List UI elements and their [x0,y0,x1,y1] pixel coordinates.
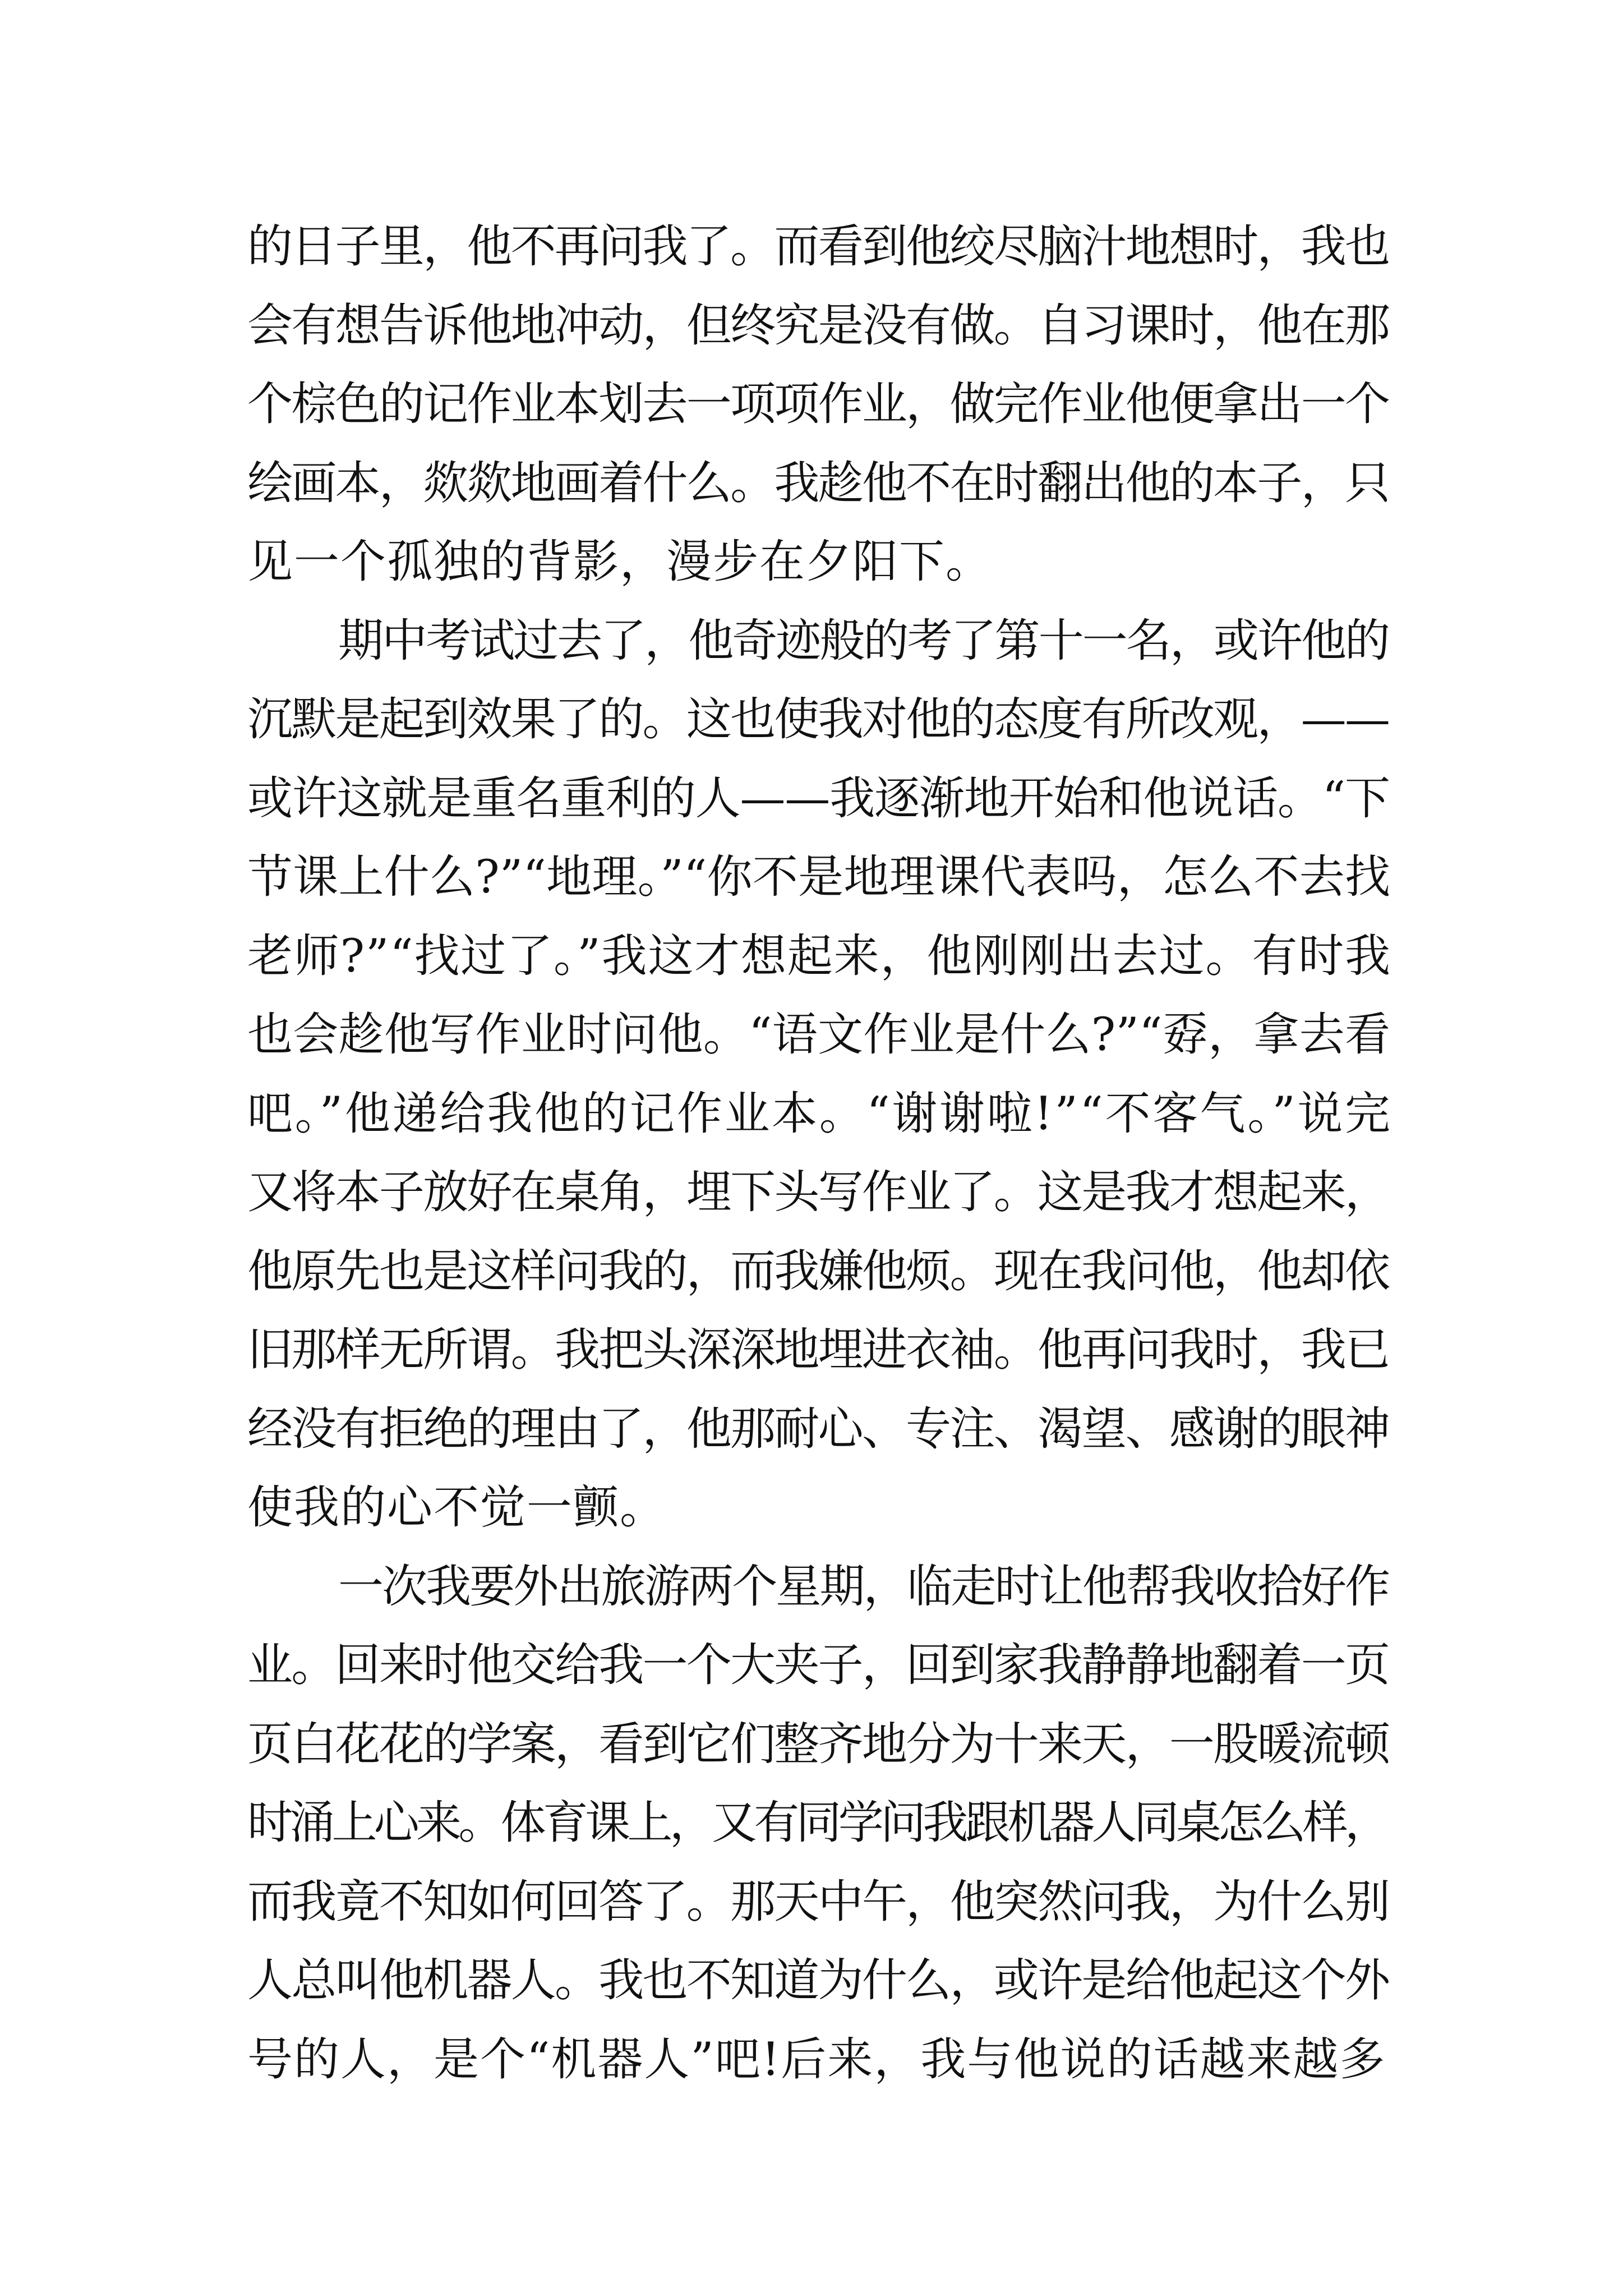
text-line: 见一个孤独的背影，漫步在夕阳下。 [247,536,993,588]
text-line: 老师?”“找过了。”我这才想起来，他刚刚出去过。有时我 [247,930,1391,983]
text-line: 的日子里，他不再问我了。而看到他绞尽脑汁地想时，我也 [247,220,1389,273]
text-line: 经没有拒绝的理由了，他那耐心、专注、渴望、感谢的眼神 [247,1402,1389,1456]
text-line: 沉默是起到效果了的。这也使我对他的态度有所改观，—— [247,693,1389,746]
text-line: 绘画本，欻欻地画着什么。我趁他不在时翻出他的本子，只 [247,457,1389,510]
text-line: 又将本子放好在桌角，埋下头写作业了。这是我才想起来， [247,1166,1389,1219]
text-line: 或许这就是重名重利的人——我逐渐地开始和他说话。“下 [247,772,1390,825]
text-line: 旧那样无所谓。我把头深深地埋进衣袖。他再问我时，我已 [247,1324,1389,1377]
text-line: 使我的心不觉一颤。 [247,1481,667,1534]
text-line: 吧。”他递给我他的记作业本。“谢谢啦!”“不客气。”说完 [247,1087,1393,1140]
text-line: 节课上什么?”“地理。”“你不是地理课代表吗，怎么不去找 [247,851,1391,904]
text-line: 页白花花的学案，看到它们整齐地分为十来天，一股暖流顿 [247,1718,1389,1771]
text-line: 会有想告诉他地冲动，但终究是没有做。自习课时，他在那 [247,299,1389,352]
text-line: 业。回来时他交给我一个大夹子，回到家我静静地翻着一页 [247,1639,1389,1692]
text-line: 个棕色的记作业本划去一项项作业，做完作业他便拿出一个 [247,378,1389,431]
paragraph-first-line: 期中考试过去了，他奇迹般的考了第十一名，或许他的 [338,614,1389,668]
text-line: 时涌上心来。体育课上，又有同学问我跟机器人同桌怎么样， [247,1797,1387,1849]
text-line: 他原先也是这样问我的，而我嫌他烦。现在我问他，他却依 [247,1245,1389,1298]
text-line: 而我竟不知如何回答了。那天中午，他突然问我，为什么别 [247,1875,1389,1929]
text-line: 号的人，是个“机器人”吧!后来，我与他说的话越来越多 [247,2033,1386,2086]
body-text [247,208,1393,2099]
text-line: 人总叫他机器人。我也不知道为什么，或许是给他起这个外 [247,1954,1389,2007]
paragraph-first-line: 一次我要外出旅游两个星期，临走时让他帮我收拾好作 [338,1560,1389,1613]
text-line: 也会趁他写作业时问他。“语文作业是什么?”“孬，拿去看 [247,1009,1391,1061]
